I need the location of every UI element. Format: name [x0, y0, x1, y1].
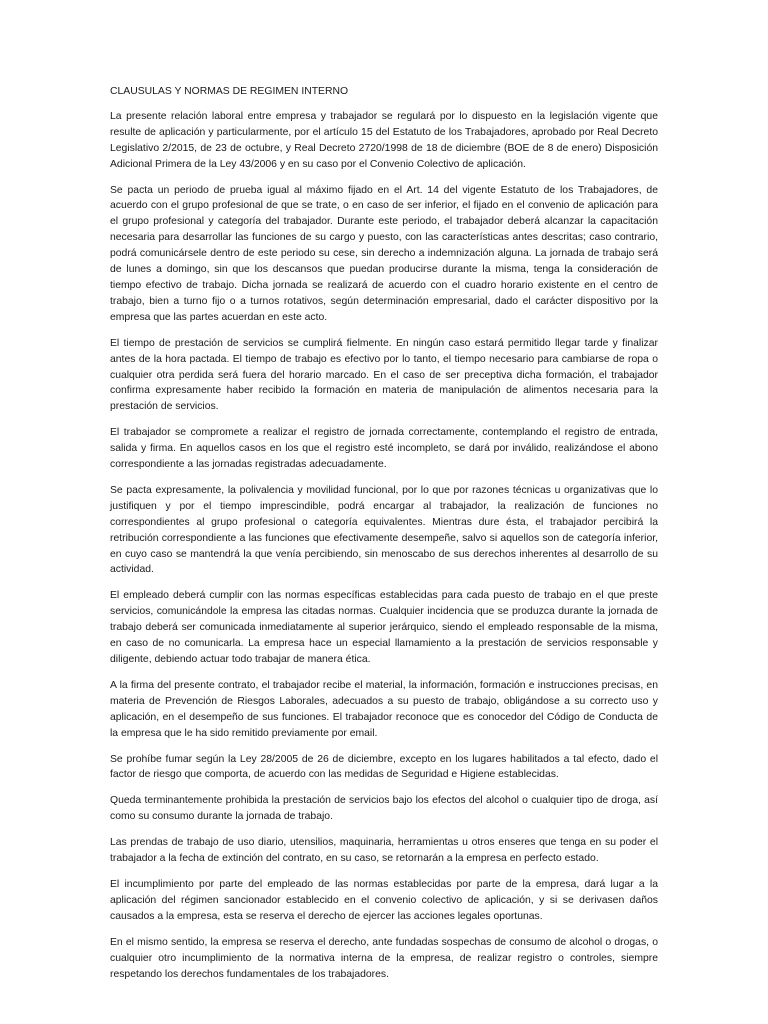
paragraph-specific-rules: El empleado deberá cumplir con las normas específicas establecidas para cada puesto de trabajo en el que preste servicios, comunicándole la empresa las citadas normas. Cualquier incidencia que se produzca durante la jornada de trabajo deberá ser comunicada inmediatamente al superior jerárquico, siendo el empleado responsable de la misma, en caso de no comunicarla. La empresa hace un especial llamamiento a la prestación de servicios responsable y diligente, debiendo actuar todo trabajar de manera ética.	[110, 590, 658, 665]
document-page	[110, 84, 658, 992]
paragraph-smoking: Se prohíbe fumar según la Ley 28/2005 de 26 de diciembre, excepto en los lugares habilitados a tal efecto, dado el factor de riesgo que comporta, de acuerdo con las medidas de Seguridad e Higiene establecidas.	[110, 753, 658, 781]
document-title: CLAUSULAS Y NORMAS DE REGIMEN INTERNO	[110, 86, 349, 97]
paragraph-alcohol-drugs: Queda terminantemente prohibida la prestación de servicios bajo los efectos del alcohol o cualquier tipo de droga, así como su consumo durante la jornada de trabajo.	[110, 795, 658, 823]
paragraph-legal-framework: La presente relación laboral entre empresa y trabajador se regulará por lo dispuesto en la legislación vigente que resulte de aplicación y particularmente, por el artículo 15 del Estatuto de los Trabajadores, aprobado por Real Decreto Legislativo 2/2015, de 23 de octubre, y Real Decreto 2720/1998 de 18 de diciembre (BOE de 8 de enero) Disposición Adicional Primera de la Ley 43/2006 y en su caso por el Convenio Colectivo de aplicación.	[110, 110, 658, 170]
paragraph-time-registry: El trabajador se compromete a realizar el registro de jornada correctamente, contemplando el registro de entrada, salida y firma. En aquellos casos en los que el registro esté incompleto, se dará por inválido, realizándose el abono correspondiente a las jornadas registradas adecuadamente.	[110, 427, 658, 471]
paragraph-functional-mobility: Se pacta expresamente, la polivalencia y movilidad funcional, por lo que por razones técnicas u organizativas que lo justifiquen y por el tiempo imprescindible, podrá encargar al trabajador, la realización de funciones no correspondientes al grupo profesional o categoría equivalentes. Mientras dure ésta, el trabajador percibirá la retribución correspondiente a las funciones que efectivamente desempeñe, salvo si aquellos son de categoría inferior, en cuyo caso se mantendrá la que venía percibiendo, sin menoscabo de sus derechos inherentes al desarrollo de su actividad.	[110, 484, 658, 576]
paragraph-trial-period: Se pacta un periodo de prueba igual al máximo fijado en el Art. 14 del vigente Estatuto de los Trabajadores, de acuerdo con el grupo profesional de que se trate, o en caso de ser inferior, el fijado en el convenio de aplicación para el grupo profesional y categoría del trabajador. Durante este periodo, el trabajador deberá alcanzar la capacitación necesaria para desarrollar las funciones de su cargo y puesto, con las características antes descritas; caso contrario, podrá comunicársele dentro de este periodo su cese, sin derecho a indemnización alguna. La jornada de trabajo será de lunes a domingo, sin que los descansos que puedan producirse durante la misma, tenga la consideración de tiempo efectivo de trabajo. Dicha jornada se realizará de acuerdo con el cuadro horario existente en el centro de trabajo, bien a turno fijo o a turnos rotativos, según determinación empresarial, dado el carácter dispositivo por la empresa que las partes acuerdan en este acto.	[110, 184, 658, 323]
paragraph-controls: En el mismo sentido, la empresa se reserva el derecho, ante fundadas sospechas de consumo de alcohol o drogas, o cualquier otro incumplimiento de la normativa interna de la empresa, de realizar registro o controles, siempre respetando los derechos fundamentales de los trabajadores.	[110, 936, 658, 980]
paragraph-work-equipment: Las prendas de trabajo de uso diario, utensilios, maquinaria, herramientas u otros enseres que tenga en su poder el trabajador a la fecha de extinción del contrato, en su caso, se retornarán a la empresa en perfecto estado.	[110, 837, 658, 865]
paragraph-sanctions: El incumplimiento por parte del empleado de las normas establecidas por parte de la empresa, dará lugar a la aplicación del régimen sancionador establecido en el convenio colectivo de aplicación, y si se derivasen daños causados a la empresa, esta se reserva el derecho de ejercer las acciones legales oportunas.	[110, 878, 658, 922]
paragraph-punctuality: El tiempo de prestación de servicios se cumplirá fielmente. En ningún caso estará permitido llegar tarde y finalizar antes de la hora pactada. El tiempo de trabajo es efectivo por lo tanto, el tiempo necesario para cambiarse de ropa o cualquier otra perdida será fuera del horario marcado. En el caso de ser preceptiva dicha formación, el trabajador confirma expresamente haber recibido la formación en materia de manipulación de alimentos necesaria para la prestación de servicios.	[110, 337, 658, 413]
paragraph-risk-prevention: A la firma del presente contrato, el trabajador recibe el material, la información, formación e instrucciones precisas, en materia de Prevención de Riesgos Laborales, adecuados a su puesto de trabajo, obligándose a su correcto uso y aplicación, en el desempeño de sus funciones. El trabajador reconoce que es conocedor del Código de Conducta de la empresa que le ha sido remitido previamente por email.	[110, 679, 658, 739]
